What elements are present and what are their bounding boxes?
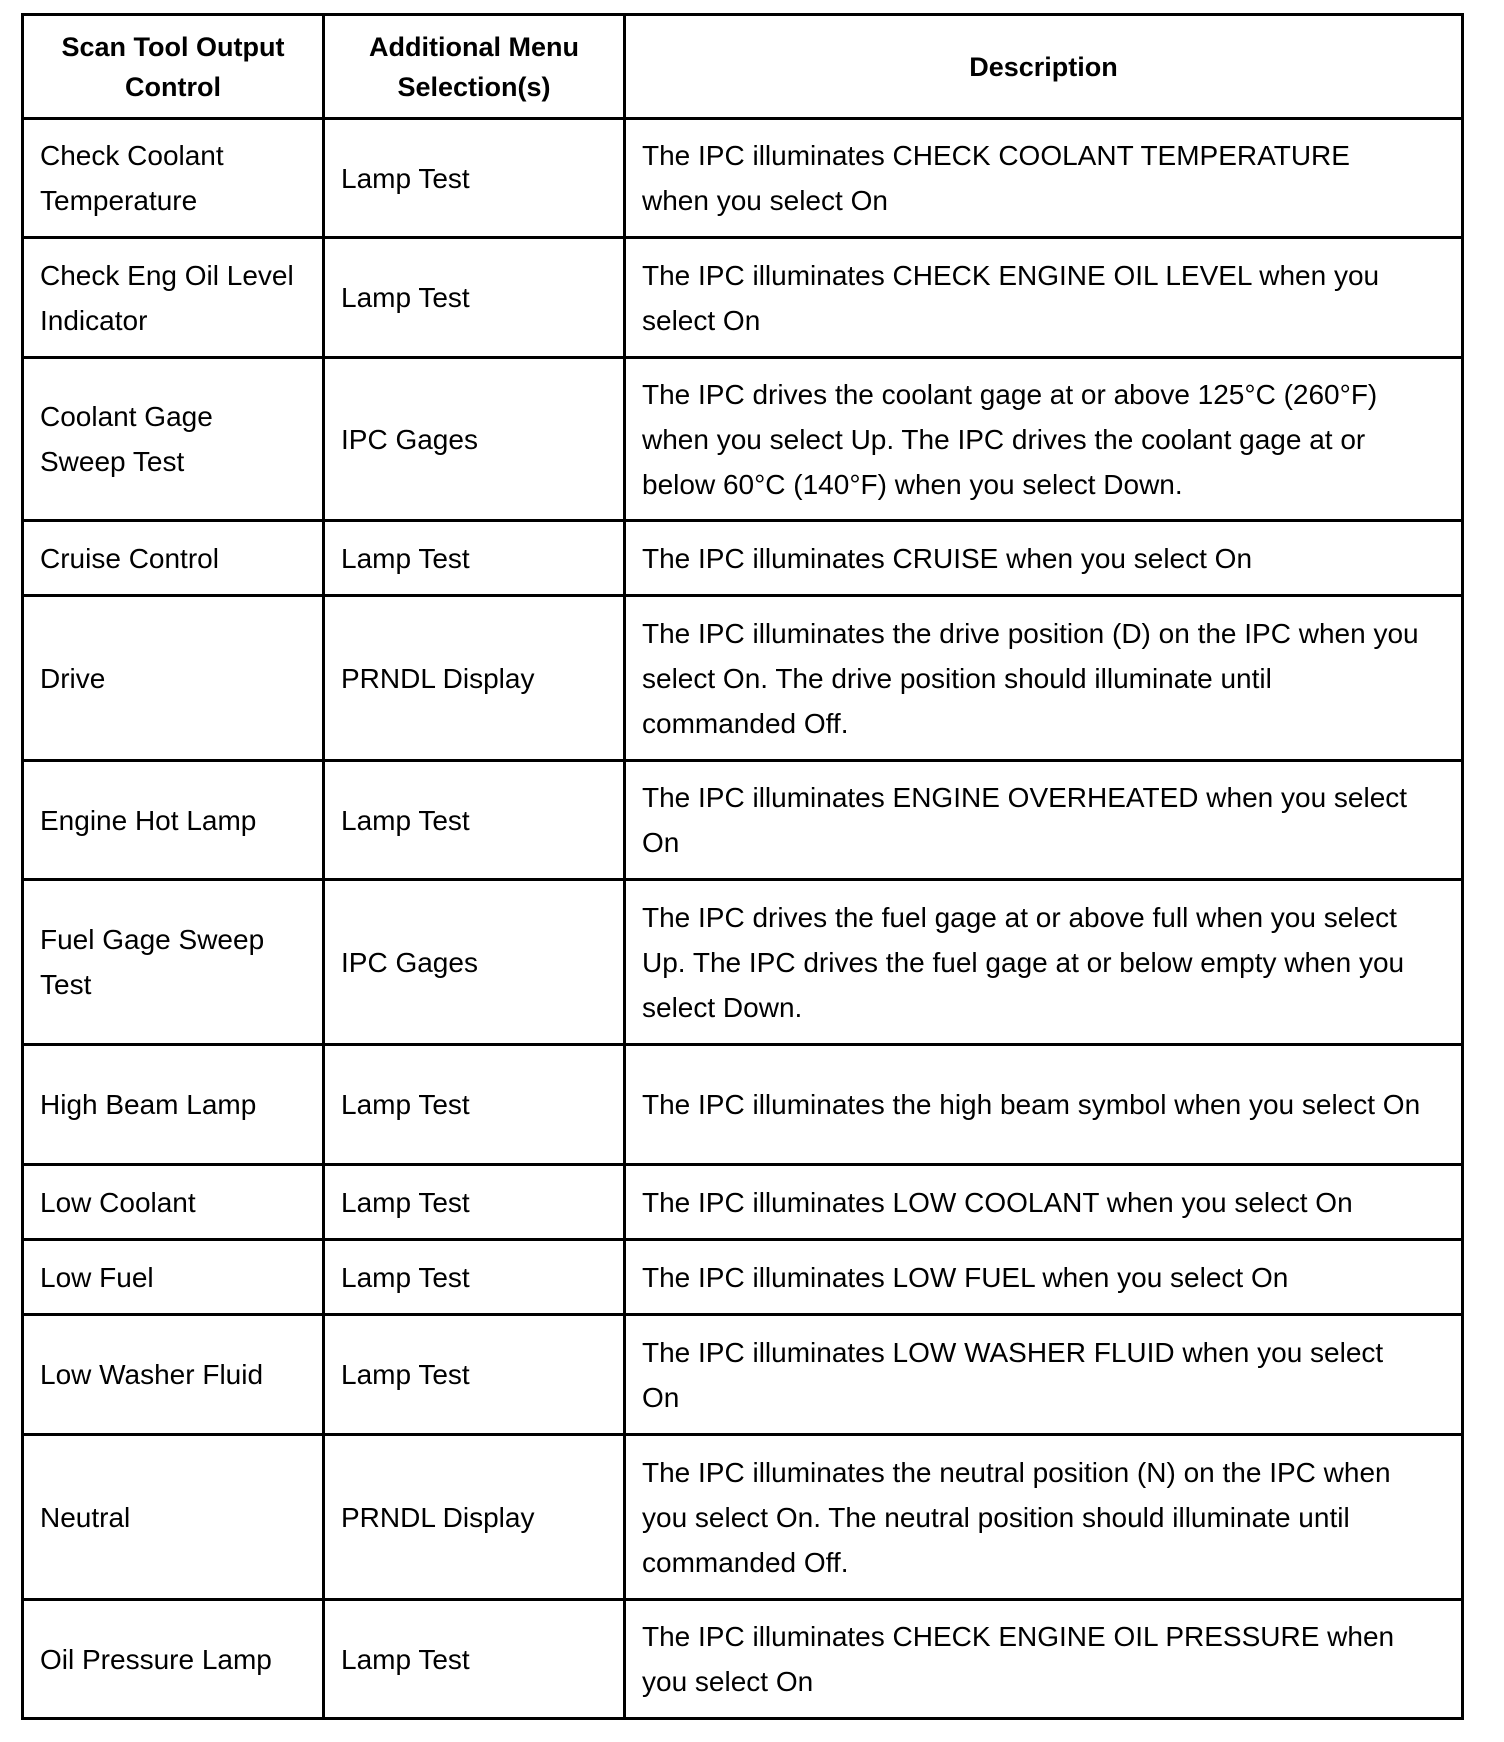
- table-row: [23, 1600, 1463, 1719]
- output-controls-table-container: [21, 13, 1464, 1720]
- cell-description: The IPC illuminates ENGINE OVERHEATED when you select On: [625, 761, 1463, 880]
- table-row: [23, 880, 1463, 1045]
- cell-menu: Lamp Test: [324, 761, 625, 880]
- table-row: [23, 1435, 1463, 1600]
- cell-menu: Lamp Test: [324, 1315, 625, 1435]
- cell-control: Cruise Control: [23, 521, 324, 596]
- table-header-row: [23, 15, 1463, 119]
- cell-description: The IPC illuminates LOW FUEL when you select On: [625, 1240, 1463, 1315]
- cell-control: Engine Hot Lamp: [23, 761, 324, 880]
- cell-description: The IPC drives the fuel gage at or above full when you select Up. The IPC drives the fuel gage at or below empty when you select Down.: [625, 880, 1463, 1045]
- cell-menu: Lamp Test: [324, 119, 625, 238]
- cell-control: Check Coolant Temperature: [23, 119, 324, 238]
- output-controls-table: [21, 13, 1464, 1720]
- table-row: [23, 1045, 1463, 1165]
- table-row: [23, 521, 1463, 596]
- cell-control: High Beam Lamp: [23, 1045, 324, 1165]
- header-description: Description: [625, 15, 1463, 119]
- table-row: [23, 1315, 1463, 1435]
- table-row: [23, 238, 1463, 358]
- cell-menu: IPC Gages: [324, 358, 625, 521]
- cell-description: The IPC drives the coolant gage at or above 125°C (260°F) when you select Up. The IPC drives the coolant gage at or below 60°C (140°F) when you select Down.: [625, 358, 1463, 521]
- cell-description: The IPC illuminates CRUISE when you select On: [625, 521, 1463, 596]
- cell-control: Fuel Gage Sweep Test: [23, 880, 324, 1045]
- table-row: [23, 119, 1463, 238]
- cell-control: Neutral: [23, 1435, 324, 1600]
- cell-description: The IPC illuminates the drive position (D) on the IPC when you select On. The drive position should illuminate until commanded Off.: [625, 596, 1463, 761]
- table-row: [23, 1240, 1463, 1315]
- table-row: [23, 358, 1463, 521]
- cell-menu: Lamp Test: [324, 521, 625, 596]
- cell-menu: Lamp Test: [324, 1600, 625, 1719]
- cell-control: Check Eng Oil Level Indicator: [23, 238, 324, 358]
- cell-control: Coolant Gage Sweep Test: [23, 358, 324, 521]
- table-row: [23, 596, 1463, 761]
- header-output-control: Scan Tool Output Control: [23, 15, 324, 119]
- cell-menu: Lamp Test: [324, 1165, 625, 1240]
- cell-control: Oil Pressure Lamp: [23, 1600, 324, 1719]
- cell-control: Drive: [23, 596, 324, 761]
- cell-menu: Lamp Test: [324, 238, 625, 358]
- cell-control: Low Washer Fluid: [23, 1315, 324, 1435]
- cell-description: The IPC illuminates CHECK COOLANT TEMPERATURE when you select On: [625, 119, 1463, 238]
- cell-menu: PRNDL Display: [324, 596, 625, 761]
- cell-control: Low Coolant: [23, 1165, 324, 1240]
- header-menu-selection: Additional Menu Selection(s): [324, 15, 625, 119]
- cell-description: The IPC illuminates CHECK ENGINE OIL LEVEL when you select On: [625, 238, 1463, 358]
- cell-description: The IPC illuminates LOW COOLANT when you select On: [625, 1165, 1463, 1240]
- cell-menu: Lamp Test: [324, 1045, 625, 1165]
- table-row: [23, 761, 1463, 880]
- cell-description: The IPC illuminates LOW WASHER FLUID when you select On: [625, 1315, 1463, 1435]
- cell-description: The IPC illuminates the high beam symbol when you select On: [625, 1045, 1463, 1165]
- cell-description: The IPC illuminates the neutral position (N) on the IPC when you select On. The neutral position should illuminate until commanded Off.: [625, 1435, 1463, 1600]
- cell-menu: PRNDL Display: [324, 1435, 625, 1600]
- cell-menu: IPC Gages: [324, 880, 625, 1045]
- cell-description: The IPC illuminates CHECK ENGINE OIL PRESSURE when you select On: [625, 1600, 1463, 1719]
- cell-control: Low Fuel: [23, 1240, 324, 1315]
- cell-menu: Lamp Test: [324, 1240, 625, 1315]
- table-row: [23, 1165, 1463, 1240]
